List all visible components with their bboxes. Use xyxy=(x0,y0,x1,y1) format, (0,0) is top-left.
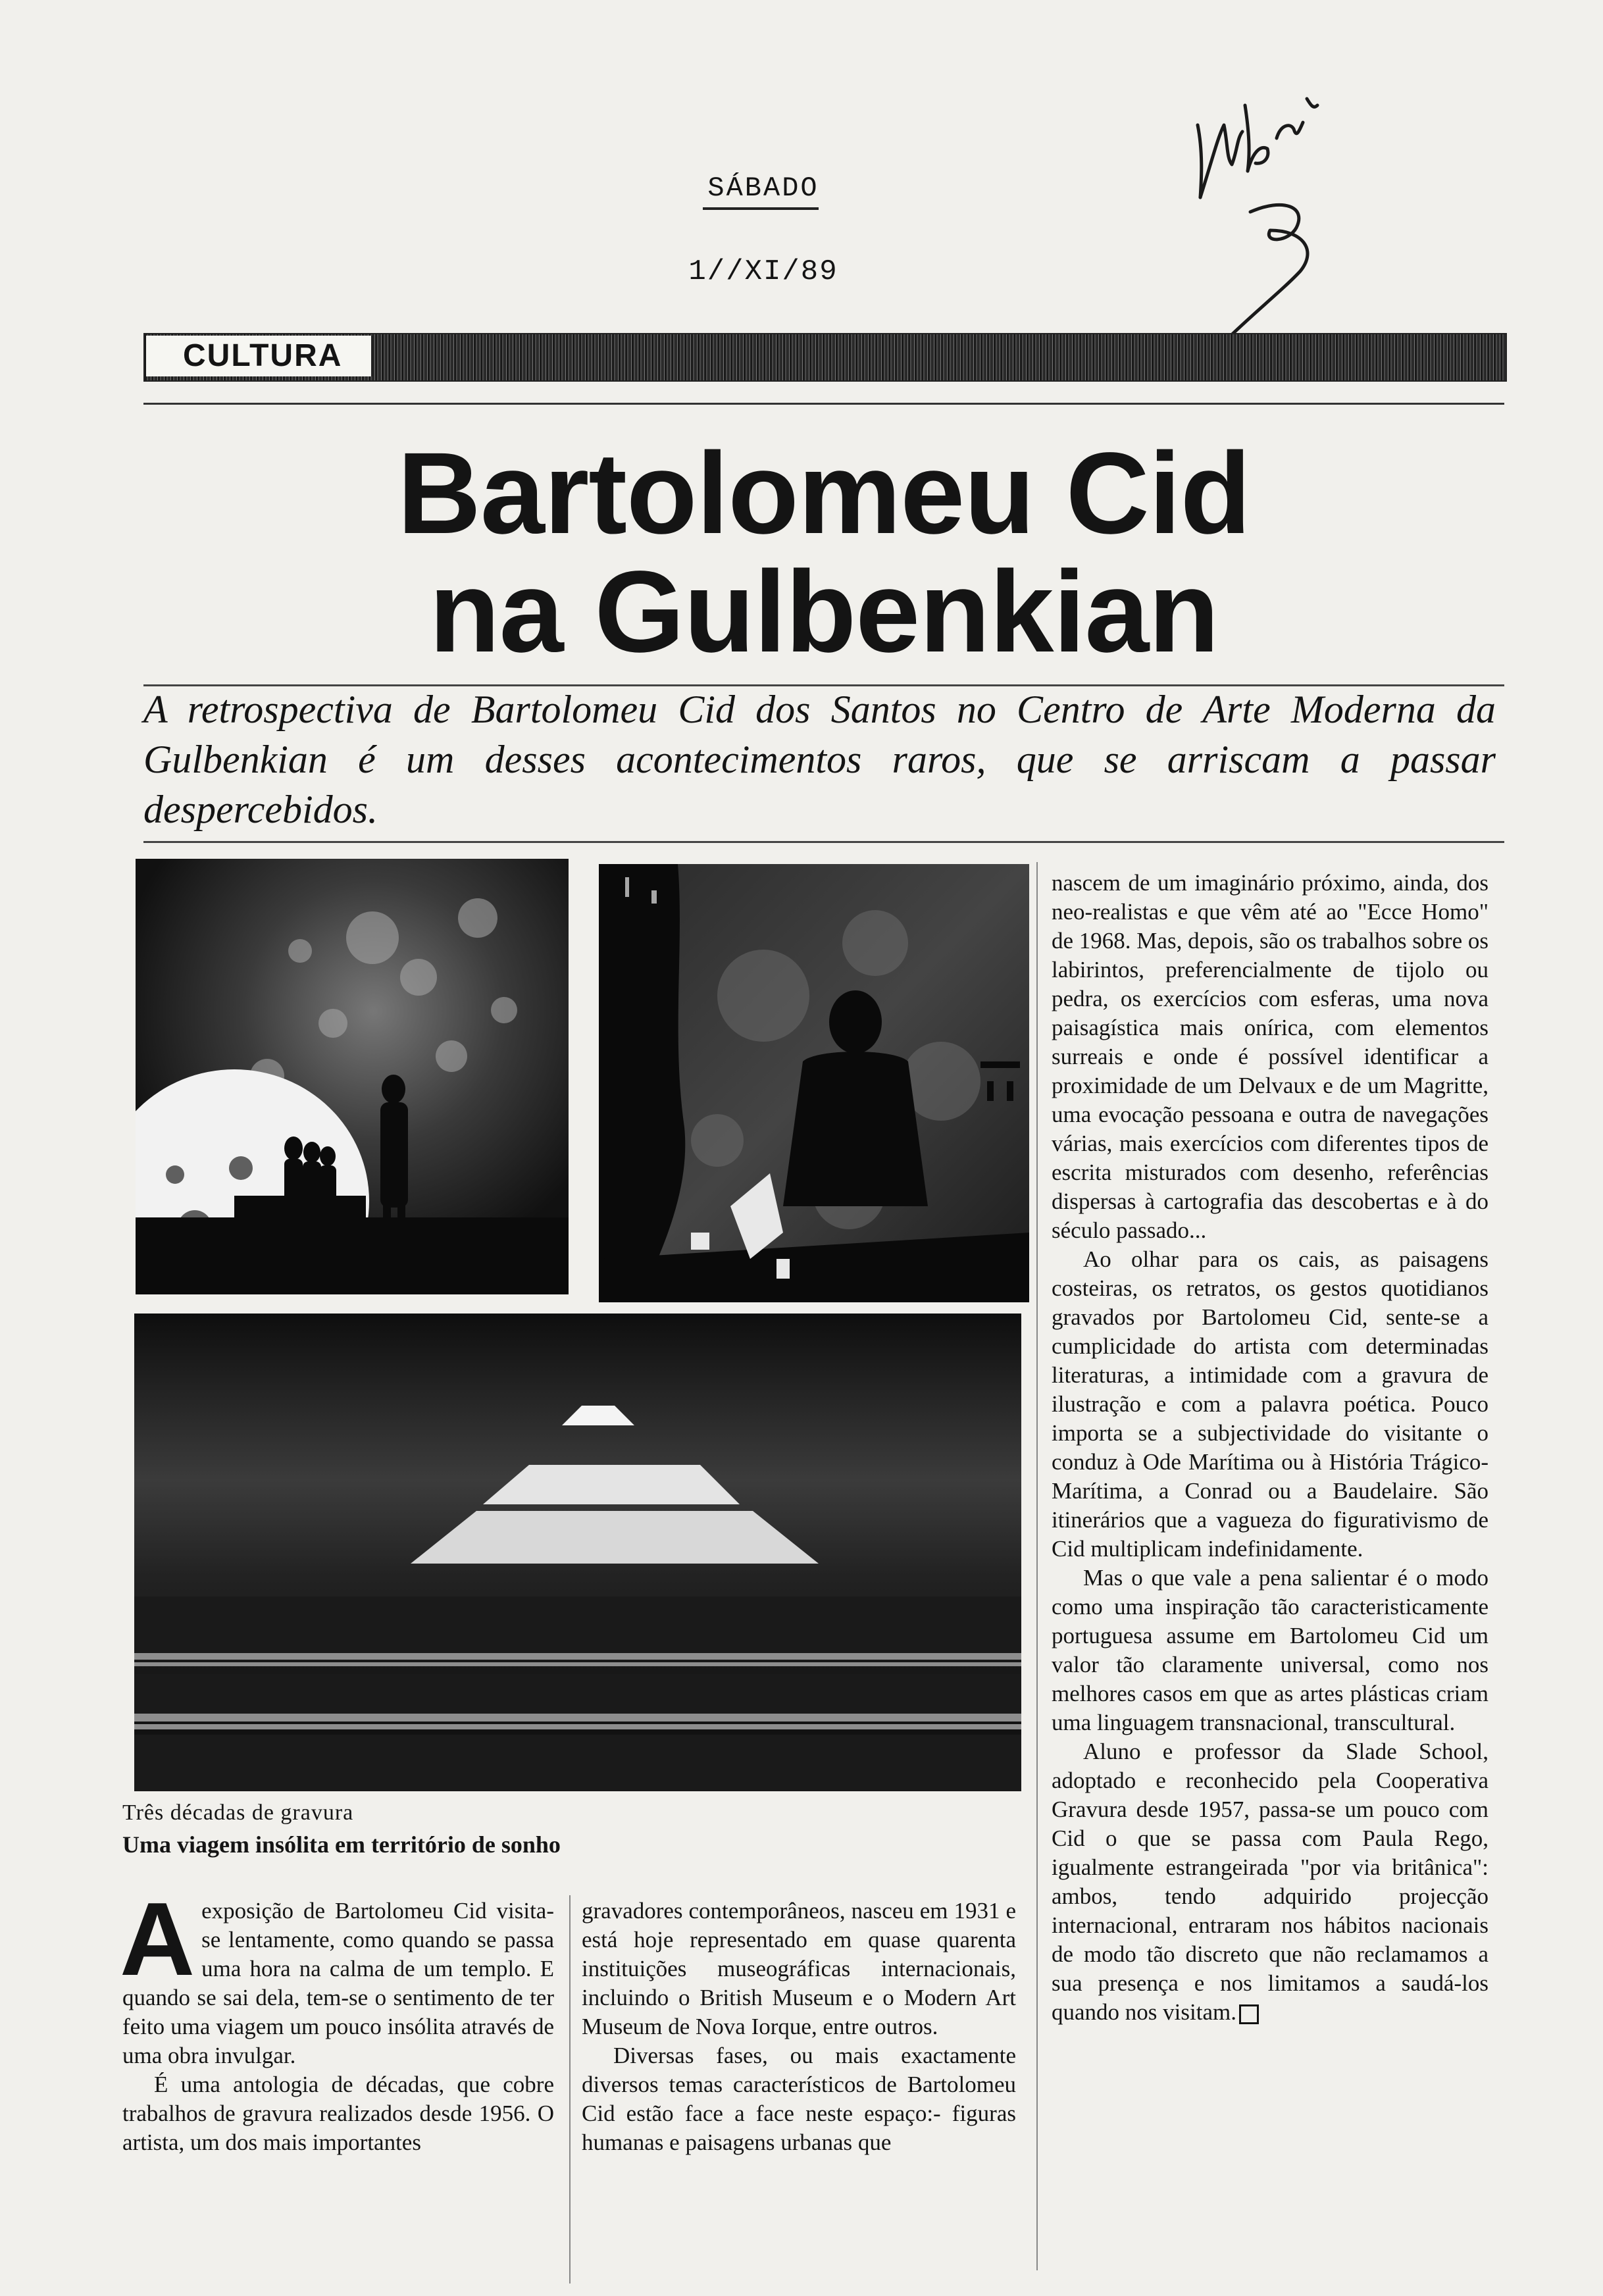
column-divider-left xyxy=(569,1895,571,2283)
article-paragraph: Ao olhar para os cais, as paisagens costeiras, os retratos, os gestos quotidianos gravados por Bartolomeu Cid, sente-se a cumplicidade do artista com determinadas literaturas, a intimidade com a gravura de ilustração e com a palavra poética. Pouco importa se a subjectividade do visitante o conduz à Ode Marítima ou à História Trágico-Marítima, a Conrad ou a Baudelaire. São itinerários que a vagueza do figurativismo de Cid multiplicam indefinidamente. xyxy=(1052,1246,1488,1562)
article-column-middle xyxy=(582,1897,1016,2157)
headline-line-1: Bartolomeu Cid xyxy=(397,429,1251,558)
drop-cap: A xyxy=(120,1881,195,1997)
headline-line-2: na Gulbenkian xyxy=(429,548,1219,676)
article-column-right xyxy=(1052,869,1488,2027)
rule-under-deck xyxy=(143,841,1504,843)
deck-standfirst: A retrospectiva de Bartolomeu Cid dos Santos no Centro de Arte Moderna da Gulbenkian é um desses acontecimentos raros, que se arriscam a passar despercebidos. xyxy=(143,688,1496,831)
handwritten-signature xyxy=(1171,66,1388,355)
article-paragraph: gravadores contemporâneos, nasceu em 1931 e está hoje representado em quase quarenta instituições museográficas internacionais, incluindo o British Museum e o Modern Art Museum de Nova Iorque, entre outros. xyxy=(582,1898,1016,2039)
photo-figures-moon-graphic xyxy=(136,859,569,1294)
article-paragraph: nascem de um imaginário próximo, ainda, dos neo-realistas e que vêm até ao "Ecce Homo" de 1968. Mas, depois, são os trabalhos sobre os labirintos, preferencialmente de tijolo ou pedra, os exercícios com esferas, uma nova paisagística mais onírica, com elementos surreais e onde é possível identificar a proximidade de um Delvaux e de um Magritte, uma evocação pessoana e outra de navegações várias, mais exercícios com diferentes tipos de escrita misturados com desenho, referências dispersas à cartografia das descobertas e à do século passado... xyxy=(1052,870,1488,1243)
article-paragraph-final: Aluno e professor da Slade School, adoptado e reconhecido pela Cooperativa Gravura desde 1957, passa-se um pouco com Cid o que se passa com Paula Rego, igualmente estrangeirada "por via britânica": ambos, tendo adquirido projecção internacional, entraram nos hábitos nacionais de modo tão discreto que não reclamamos a sua presença e nos limitamos a saudá-los quando nos visitam. xyxy=(1052,1739,1488,2025)
article-column-left xyxy=(120,1881,554,2157)
column-divider-right xyxy=(1036,862,1038,2270)
section-label: CULTURA xyxy=(146,336,373,376)
publication-date: 1//XI/89 xyxy=(688,255,838,288)
photo-figures-moon xyxy=(136,859,569,1294)
article-paragraph: Mas o que vale a pena salientar é o modo como uma inspiração tão caracteristicamente portuguesa assume em Bartolomeu Cid um valor tão claramente universal, como nos melhores casos em que as artes plásticas criam uma linguagem transnacional, transcultural. xyxy=(1052,1565,1488,1735)
photo-silhouette-graphic xyxy=(599,864,1029,1302)
end-mark-icon xyxy=(1239,2004,1259,2024)
publication-underline xyxy=(703,207,819,210)
photo-pyramid-graphic xyxy=(134,1314,1021,1791)
article-paragraph: É uma antologia de décadas, que cobre trabalhos de gravura realizados desde 1956. O artista, um dos mais importantes xyxy=(122,2072,554,2155)
rule-top xyxy=(143,403,1504,405)
photo-silhouette xyxy=(599,864,1029,1302)
caption-line-2: Uma viagem insólita em território de sonho xyxy=(122,1831,561,1858)
caption-line-1: Três décadas de gravura xyxy=(122,1800,354,1825)
publication-name: SÁBADO xyxy=(707,172,819,204)
headline xyxy=(143,429,1504,676)
article-paragraph: Diversas fases, ou mais exactamente diversos temas característicos de Bartolomeu Cid estão face a face neste espaço:- figuras humanas e paisagens urbanas que xyxy=(582,2043,1016,2155)
photo-pyramid xyxy=(134,1314,1021,1791)
article-paragraph: Aexposição de Bartolomeu Cid visita-se lentamente, como quando se passa uma hora na calma de um templo. E quando se sai dela, tem-se o sentimento de ter feito uma viagem um pouco insólita através de uma obra invulgar. xyxy=(120,1881,554,2068)
